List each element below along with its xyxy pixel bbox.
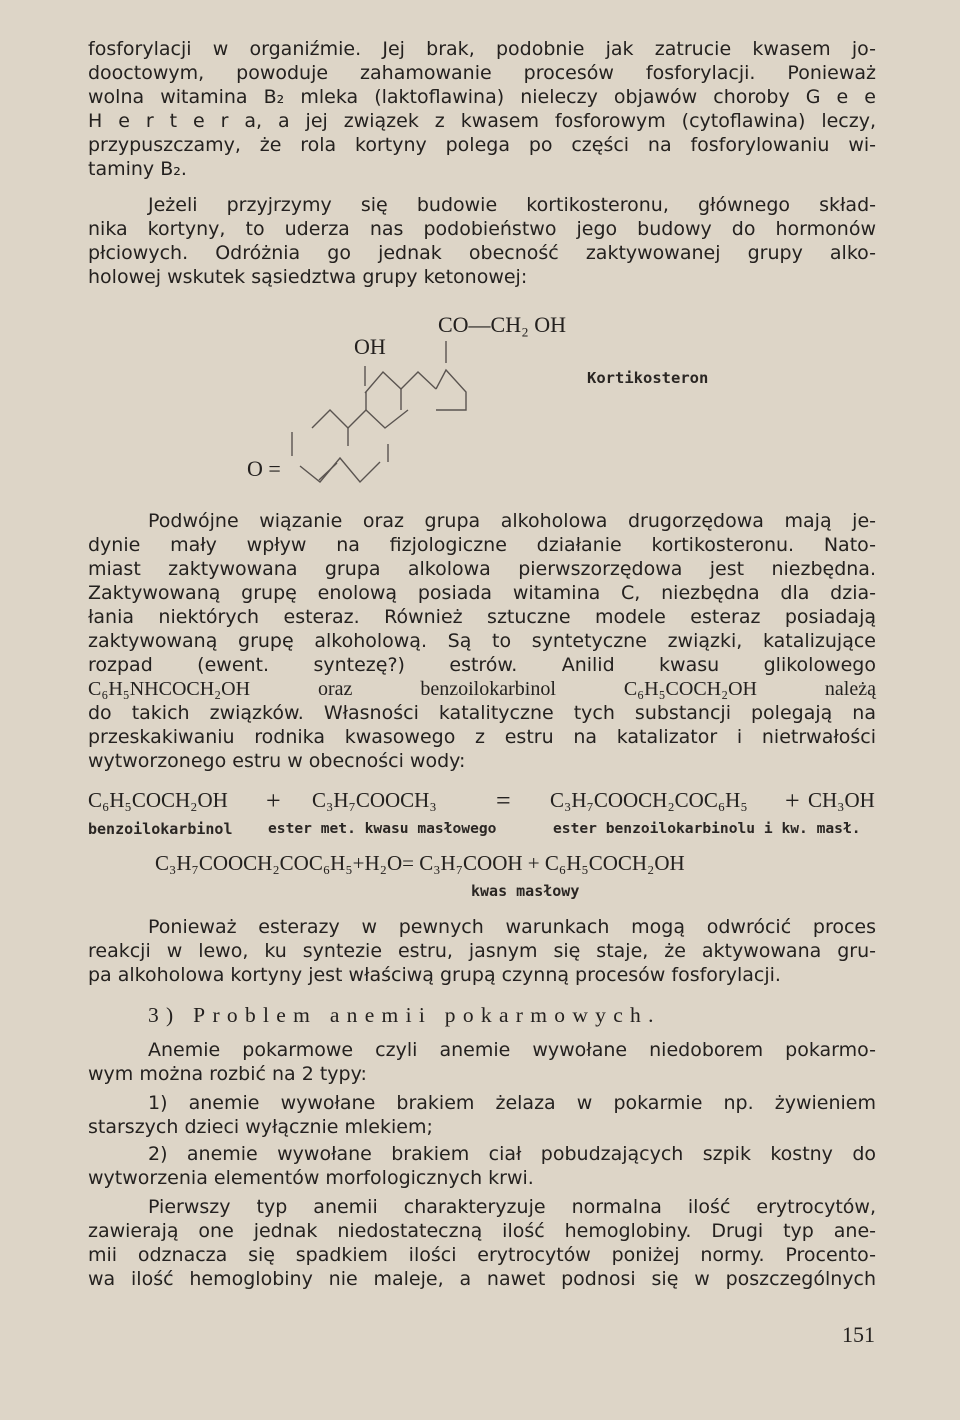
text-line: Podwójne wiązanie oraz grupa alkoholowa drugorzędowa mają je- [148,510,876,532]
text-line: Zaktywowaną grupę enolową posiada witamina C, niezbędna dla dzia- [88,582,876,604]
text-line: łania niektórych esteraz. Również sztuczne modele esteraz posiadają [88,606,876,628]
text-line: rozpad (ewent. syntezę?) estrów. Anilid kwasu glikolowego [88,654,876,676]
text-line: nika kortyny, to uderza nas podobieństwo jego budowy do hormonów [88,218,876,240]
text-line: taminy B₂. [88,158,187,180]
text-line: fosforylacji w organiźmie. Jej brak, podobnie jak zatrucie kwasem jo- [88,38,876,60]
compound-label: ester met. kwasu masłowego [268,820,497,837]
text-line: do takich związków. Własności katalityczne tych substancji polegają na [88,702,876,724]
compound-label: kwas masłowy [471,882,580,900]
text-line: starszych dzieci wyłącznie mlekiem; [88,1116,433,1138]
text-line: 2) anemie wywołane brakiem ciał pobudzających szpik kostny do [148,1143,876,1165]
text-line: wytworzonego estru w obecności wody: [88,750,466,772]
paragraph [88,1195,876,1291]
list-item [88,1091,876,1139]
text-line: miast zaktywowana grupa alkolowa pierwszorzędowa jest niezbędna. [88,558,876,580]
text-line: 1) anemie wywołane brakiem żelaza w pokarmie np. żywieniem [148,1092,876,1114]
text-line: H e r t e r a, a jej związek z kwasem fosforowym (cytoflawina) leczy, [88,110,876,132]
list-item [88,1142,876,1190]
paragraph [88,1038,876,1086]
text-line: Pierwszy typ anemii charakteryzuje normalna ilość erytrocytów, [148,1196,876,1218]
text-line: reakcji w lewo, ku syntezie estru, jasnym się staje, że aktywowana gru- [88,940,876,962]
plus-sign: + [266,786,281,815]
hydroxyl-label: OH [354,334,386,359]
text-line: wytworzenia elementów morfologicznych krwi. [88,1167,534,1189]
reactant: C₃H₇COOCH₃ [312,788,437,812]
keto-label: O = [247,456,281,481]
text-line: Jeżeli przyjrzymy się budowie kortikosteronu, głównego skład- [148,194,876,216]
text-line: dooctowym, powoduje zahamowanie procesów fosforylacji. Ponieważ [88,62,876,84]
product: CH₃OH [808,788,875,812]
compound-label: ester benzoilokarbinolu i kw. masł. [553,820,861,837]
reaction-text: C₃H₇COOCH₂COC₆H₅+H₂O= C₃H₇COOH + C₆H₅COCH₂OH [155,851,685,875]
compound-label: benzoilokarbinol [88,820,233,838]
product: C₃H₇COOCH₂COC₆H₅ [550,788,748,812]
text-line: mii odznacza się spadkiem ilości erytrocytów poniżej normy. Procento- [88,1244,876,1266]
text-line: Anemie pokarmowe czyli anemie wywołane niedoborem pokarmo- [148,1039,876,1061]
text-line: pa alkoholowa kortyny jest właściwą grupą czynną procesów fosforylacji. [88,964,781,986]
text-line: C₆H₅NHCOCH₂OH oraz benzoilokarbinol C₆H₅COCH₂OH należą [88,678,876,700]
side-chain-label: CO—CH₂ OH [438,312,567,337]
text-line: przypuszczamy, że rola kortyny polega po części na fosforylowaniu wi- [88,134,876,156]
text-line: zaktywowaną grupę alkoholową. Są to syntetyczne związki, katalizujące [88,630,876,652]
text-line: płciowych. Odróżnia go jednak obecność zaktywowanej grupy alko- [88,242,876,264]
text-line: Ponieważ esterazy w pewnych warunkach mogą odwrócić proces [148,916,876,938]
text-line: wa ilość hemoglobiny nie maleje, a nawet podnosi się w poszczególnych [88,1268,876,1290]
text-line: dynie mały wpływ na fizjologiczne działanie kortikosteronu. Nato- [88,534,876,556]
equals-sign: = [496,786,511,815]
text-line: zawierają one jednak niedostateczną ilość hemoglobiny. Drugi typ ane- [88,1220,876,1242]
plus-sign: + [785,786,800,815]
text-line: holowej wskutek sąsiedztwa grupy ketonowej: [88,266,528,288]
compound-name: Kortikosteron [587,369,709,387]
text-line: przeskakiwaniu rodnika kwasowego z estru na katalizator i nietrwałości [88,726,876,748]
text-line: wolna witamina B₂ mleka (laktoflawina) nieleczy objawów choroby G e e [88,86,876,108]
reactant: C₆H₅COCH₂OH [88,788,228,812]
section-heading: 3) Problem anemii pokarmowych. [148,1003,661,1027]
paragraph [88,915,876,987]
page-number: 151 [842,1322,875,1347]
paragraph [88,509,876,773]
text-line: wym można rozbić na 2 typy: [88,1063,367,1085]
